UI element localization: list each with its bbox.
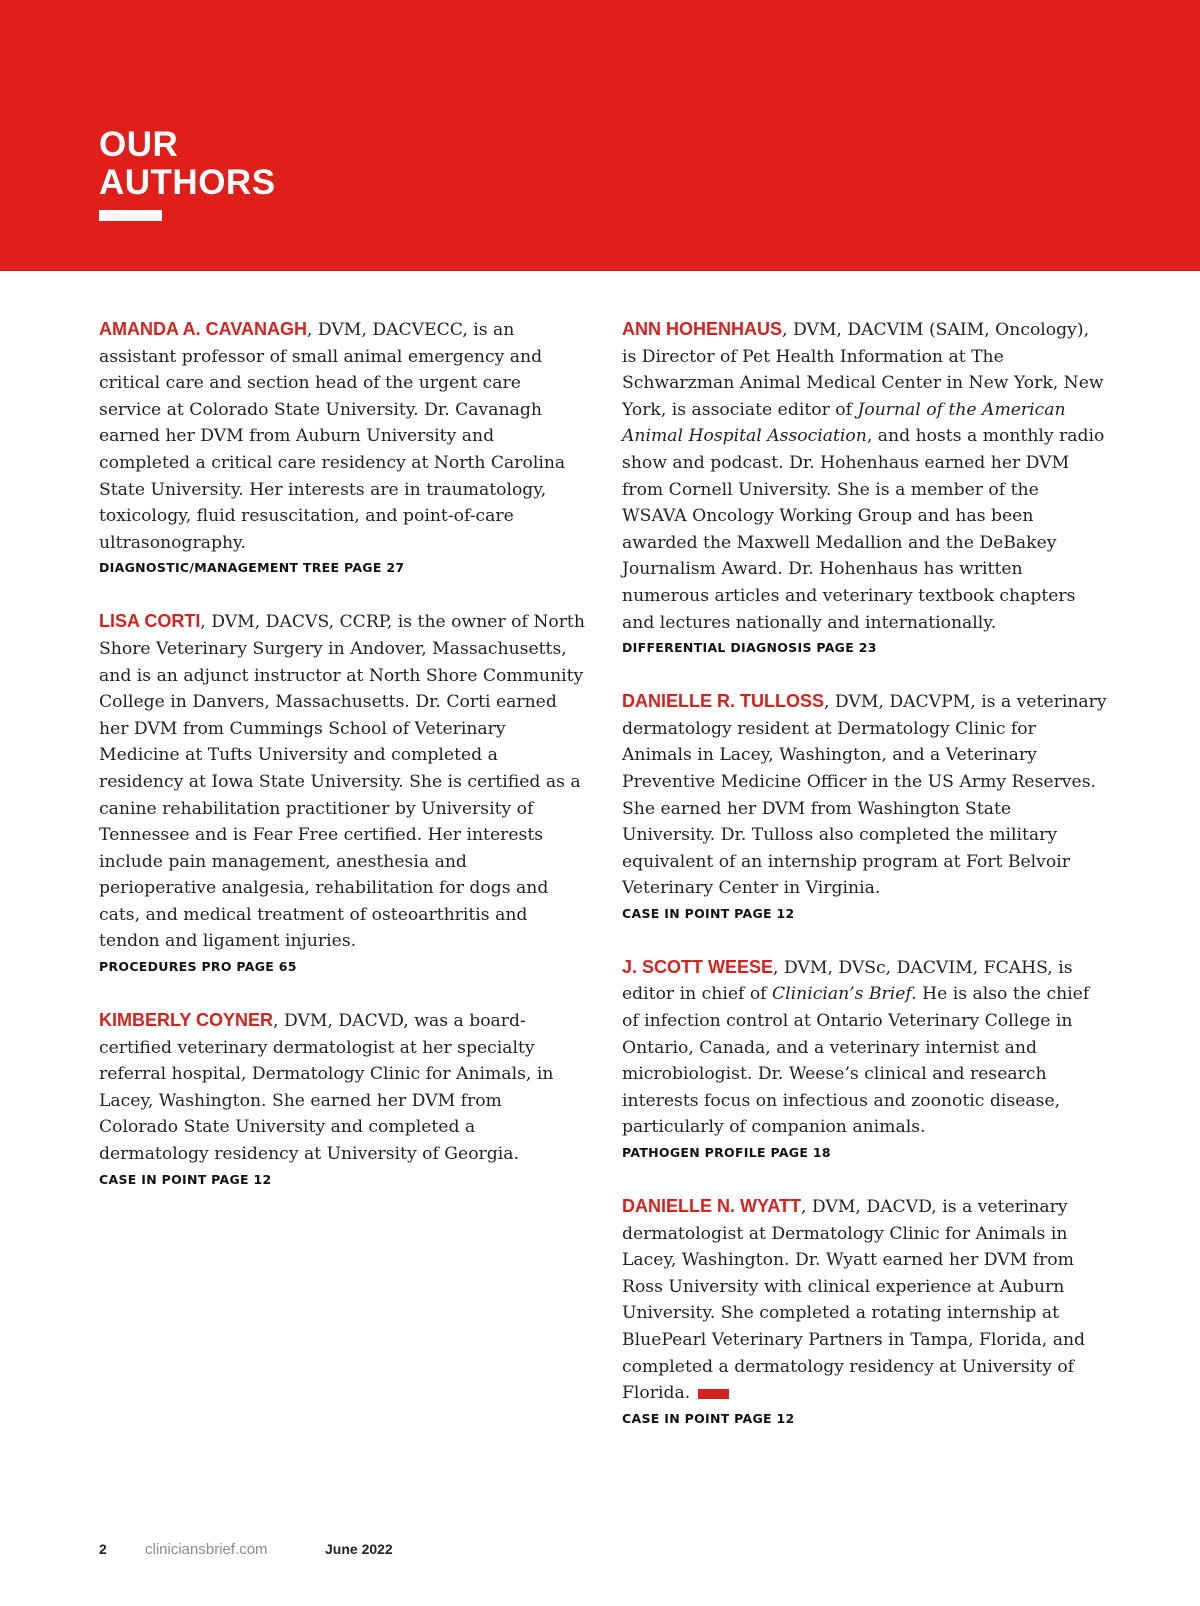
author-bio-body-continued: , and hosts a monthly radio show and podcast. Dr. Hohenhaus earned her DVM from Cornell University. She is a member of the WSAVA Oncology Working Group and has been awarded the Maxwell Medallion and the DeBakey Journalism Award. Dr. Hohenhaus has written numerous articles and veterinary textbook chapters and lectures nationally and internationally. (622, 426, 1105, 633)
footer-issue-date: June 2022 (325, 1541, 393, 1557)
author-name: J. SCOTT WEESE (622, 956, 774, 977)
author-bio-weese (622, 954, 1108, 1160)
author-bio-wyatt (622, 1193, 1108, 1426)
author-bio-body-continued: He is also the chief of infection control at Ontario Veterinary College in Ontario, Canada, and a veterinary internist and microbiologist. Dr. Weese’s clinical and research interests focus on infectious and zoonotic disease, particularly of companion animals. (622, 984, 1090, 1138)
article-reference: DIFFERENTIAL DIAGNOSIS PAGE 23 (622, 640, 877, 656)
author-bio-coyner (99, 1007, 585, 1187)
journal-title: Journal of the American Animal Hospital Association (622, 399, 1066, 447)
article-reference: CASE IN POINT PAGE 12 (622, 1410, 795, 1426)
article-reference: PROCEDURES PRO PAGE 65 (99, 959, 297, 975)
left-column (99, 316, 585, 1220)
author-bio-text (99, 316, 585, 556)
page-title-line-2: AUTHORS (99, 163, 276, 202)
author-bio-body: , DVM, DACVD, is a veterinary dermatologist at Dermatology Clinic for Animals in Lacey, Washington. Dr. Wyatt earned her DVM from Ross University with clinical experience at Auburn University. She completed a rotating internship at BluePearl Veterinary Partners in Tampa, Florida, and completed a dermatology residency at University of Florida. (622, 1197, 1086, 1404)
author-name: AMANDA A. CAVANAGH (99, 319, 307, 339)
author-bio-text (622, 688, 1108, 902)
footer-site: cliniciansbrief.com (145, 1541, 268, 1558)
author-name: KIMBERLY COYNER (99, 1010, 274, 1031)
author-bio-corti (99, 608, 585, 974)
author-bio-hohenhaus (622, 316, 1108, 655)
article-reference: CASE IN POINT PAGE 12 (99, 1171, 272, 1187)
author-bio-cavanagh (99, 316, 585, 575)
author-bio-body: , DVM, DACVECC, is an assistant professor of small animal emergency and critical care and section head of the urgent care service at Colorado State University. Dr. Cavanagh earned her DVM from Auburn University and completed a critical care residency at North Carolina State University. Her interests are in traumatology, toxicology, fluid resuscitation, and point-of-care ultrasonography. (99, 320, 566, 553)
author-name: LISA CORTI (99, 611, 201, 632)
publication-title: Clinician’s Brief. (772, 984, 917, 1005)
author-bio-tulloss (622, 688, 1108, 921)
article-reference: DIAGNOSTIC/MANAGEMENT TREE PAGE 27 (99, 560, 405, 576)
author-bio-text (622, 1193, 1108, 1407)
title-underline-bar (99, 210, 162, 221)
author-bio-body: , DVM, DACVD, was a board-certified veterinary dermatologist at her specialty referral hospital, Dermatology Clinic for Animals, in Lacey, Washington. She earned her DVM from Colorado State University and completed a dermatology residency at University of Georgia. (99, 1011, 554, 1165)
author-name: DANIELLE N. WYATT (622, 1196, 801, 1217)
author-bio-body: , DVM, DACVPM, is a veterinary dermatology resident at Dermatology Clinic for Animals in Lacey, Washington, and a Veterinary Preventive Medicine Officer in the US Army Reserves. She earned her DVM from Washington State University. Dr. Tulloss also completed the military equivalent of an internship program at Fort Belvoir Veterinary Center in Virginia. (622, 692, 1107, 899)
header-banner (0, 0, 1200, 271)
author-bio-text (99, 1007, 585, 1168)
author-bio-text (622, 954, 1108, 1141)
author-bio-body: , DVM, DACVS, CCRP, is the owner of North Shore Veterinary Surgery in Andover, Massachusetts, and is an adjunct instructor at North Shore Community College in Danvers, Massachusetts. Dr. Corti earned her DVM from Cummings School of Veterinary Medicine at Tufts University and completed a residency at Iowa State University. She is certified as a canine rehabilitation practitioner by University of Tennessee and is Fear Free certified. Her interests include pain management, anesthesia and perioperative analgesia, rehabilitation for dogs and cats, and medical treatment of osteoarthritis and tendon and ligament injuries. (99, 612, 585, 952)
page-number: 2 (99, 1541, 107, 1557)
page-title-line-1: OUR (99, 125, 179, 164)
author-name: DANIELLE R. TULLOSS (622, 691, 824, 712)
author-name: ANN HOHENHAUS (622, 319, 783, 339)
page-title (99, 126, 276, 202)
article-reference: CASE IN POINT PAGE 12 (622, 905, 795, 921)
author-bio-text (99, 608, 585, 955)
right-column (622, 316, 1108, 1459)
article-reference: PATHOGEN PROFILE PAGE 18 (622, 1145, 831, 1161)
author-bio-body: , DVM, DACVIM (SAIM, Oncology), is Director of Pet Health Information at The Schwarzman Animal Medical Center in New York, New York, is associate editor of (622, 320, 1104, 420)
end-of-article-mark (698, 1389, 729, 1399)
author-bio-body: , DVM, DVSc, DACVIM, FCAHS, is editor in chief of (622, 957, 1073, 1005)
author-bio-text (622, 316, 1108, 636)
